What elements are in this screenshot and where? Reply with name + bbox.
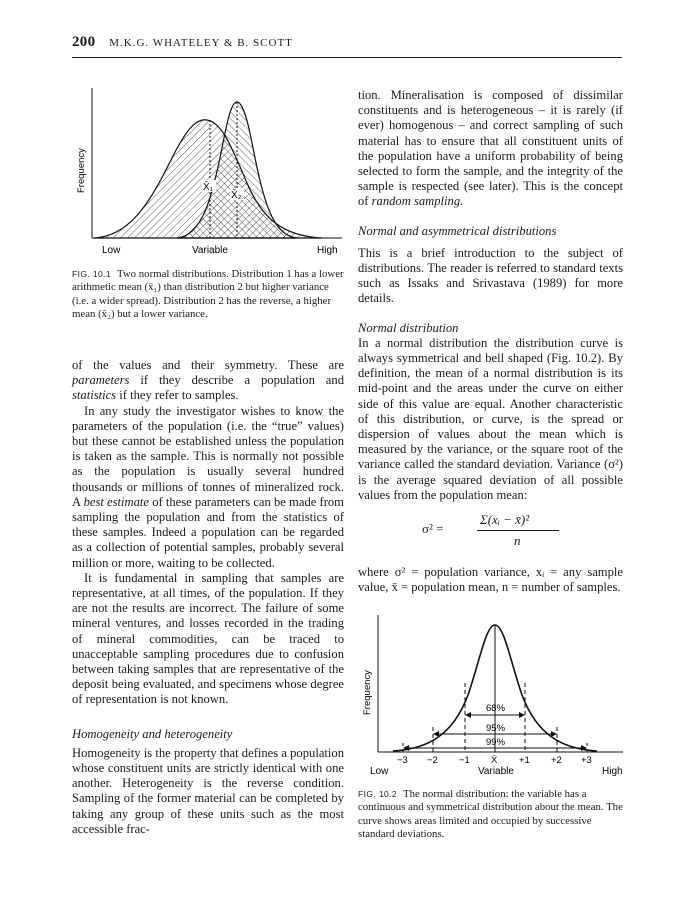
tick-plus3: +3 xyxy=(581,755,592,766)
fig2-xlabel-high: High xyxy=(602,766,623,777)
left-paragraph-3: It is fundamental in sampling that samples are representative, at all times, of the population. If they are not the results are incorrect. The failure of some mineral ventures, and losses recorded in the trading of mineral commodities, can be traced to unacceptable sampling procedures due to confusion between taking samples that are representative of the deposit being evaluated, and specimens whose degree of representation is not known. xyxy=(72,570,344,707)
fig2-xlabel-low: Low xyxy=(370,766,389,777)
fig1-caption-number: FIG. 10.1 xyxy=(72,269,112,279)
tick-plus1: +1 xyxy=(519,755,530,766)
fig1-caption xyxy=(72,268,344,322)
right-paragraph-2: This is a brief introduction to the subject of distributions. The reader is referred to standard texts such as Issaks and Srivastava (1989) for more details. xyxy=(358,245,623,306)
left-paragraph-1: of the values and their symmetry. These are parameters if they describe a population and statistics if they refer to samples. xyxy=(72,358,344,403)
label-68: 68% xyxy=(486,703,506,714)
right-paragraph-1: tion. Mineralisation is composed of dissimilar constituents and is heterogeneous – it is rarely (if ever) homogenous – and correct sampling of such material has to ensure that all constituent units of the population have a uniform probability of being selected to form the sample, and the integrity of the sample is respected (see later). This is the concept of random sampling. xyxy=(358,88,623,209)
fig2-ylabel: Frequency xyxy=(362,670,373,715)
running-authors: M.K.G. WHATELEY & B. SCOTT xyxy=(109,37,293,49)
mean1-label: X̄₁ xyxy=(203,182,214,193)
fig2-xlabel-variable: Variable xyxy=(478,766,514,777)
fig1-two-normal-distributions xyxy=(72,88,347,263)
fig2-caption-number: FIG. 10.2 xyxy=(358,789,398,799)
right-paragraph-3: In a normal distribution the distribution curve is always symmetrical and bell shaped (Fig. 10.2). By definition, the mean of a normal distribution is its mid-point and the areas under the curve on either side of this value are equal. Another characteristic of this distribution, or curve, is the spread or dispersion of values about the mean which is measured by the variance, or the square root of the variance called the standard deviation. Variance (σ²) is the average squared deviation of all possible values from the population mean: xyxy=(358,335,623,502)
tick-minus3: −3 xyxy=(397,755,408,766)
tick-mean: X̄ xyxy=(491,755,498,766)
eq-numerator: Σ(xᵢ − x̄)² xyxy=(480,512,530,527)
fig1-xlabel-variable: Variable xyxy=(192,245,228,256)
eq-denominator: n xyxy=(514,533,521,548)
right-column xyxy=(358,88,623,503)
right-column-after-eq xyxy=(358,565,623,595)
tick-minus2: −2 xyxy=(427,755,438,766)
page-number: 200 xyxy=(72,34,96,50)
fig1-xlabel-high: High xyxy=(317,245,338,256)
fig1-xlabel-low: Low xyxy=(102,245,121,256)
header-rule xyxy=(72,57,622,58)
eq-lhs: σ² = xyxy=(422,521,444,536)
fig2-caption-text: The normal distribution: the variable has a continuous and symmetrical distribution about the mean. The curve shows areas limited and occupied by successive standard deviations. xyxy=(358,788,623,841)
left-paragraph-2: In any study the investigator wishes to know the parameters of the population (i.e. the “true” values) but these cannot be established unless the population is taken as the sample. This is normally not possible as the population is usually several hundred thousands or millions of tonnes of mineralized rock. A best estimate of these parameters can be made from sampling the population and from the statistics of these samples. Indeed a population can be regarded as a collection of potential samples, probably several million or more, waiting to be collected. xyxy=(72,403,344,570)
heading-normal-distribution: Normal distribution xyxy=(358,320,459,335)
label-99: 99% xyxy=(486,737,506,748)
right-paragraph-4: where σ² = population variance, xᵢ = any sample value, x̄ = population mean, n = number of samples. xyxy=(358,565,623,595)
fig1-ylabel: Frequency xyxy=(76,148,87,193)
fig1-caption-text: Two normal distributions. Distribution 1 has a lower arithmetic mean (x̄₁) than distribution 2 but higher variance (i.e. a wider spread). Distribution 2 has the reverse, a higher mean (x̄₂) but a lower variance. xyxy=(72,268,344,321)
left-paragraph-4: Homogeneity is the property that defines a population whose constituent units are strictly identical with one another. Heterogeneity is the reverse condition. Sampling of the former material can be completed by taking any group of these units such as the most accessible frac- xyxy=(72,745,344,836)
label-95: 95% xyxy=(486,723,506,734)
fig2-normal-distribution xyxy=(358,615,628,780)
mean2-label: X̄₂ xyxy=(231,190,242,201)
tick-plus2: +2 xyxy=(551,755,562,766)
heading-homogeneity: Homogeneity and heterogeneity xyxy=(72,726,233,741)
heading-normal-asymmetrical: Normal and asymmetrical distributions xyxy=(358,223,557,238)
running-header xyxy=(72,34,293,51)
fig2-caption xyxy=(358,788,623,842)
left-column xyxy=(72,358,344,837)
tick-minus1: −1 xyxy=(459,755,470,766)
variance-equation xyxy=(422,512,582,552)
